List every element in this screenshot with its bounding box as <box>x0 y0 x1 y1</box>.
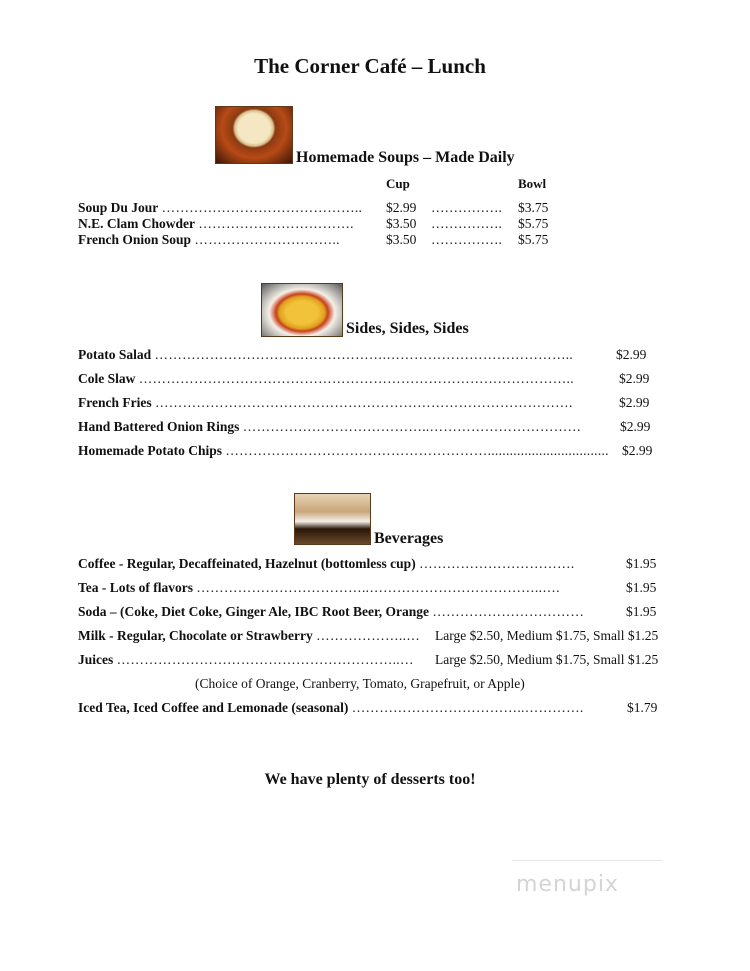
soup-name: N.E. Clam Chowder <box>78 216 195 231</box>
side-row <box>78 371 574 387</box>
soup-bowl-price: $3.75 <box>518 200 549 215</box>
side-name: Hand Battered Onion Rings <box>78 419 240 434</box>
leader-dots: ……………………………………………………..… <box>116 652 414 667</box>
side-price: $2.99 <box>619 371 650 386</box>
leader-dots: ……………………………. <box>198 216 354 231</box>
beverage-row <box>78 652 414 668</box>
beverage-name: Soda – (Coke, Diet Coke, Ginger Ale, IBC Root Beer, Orange <box>78 604 429 619</box>
beverage-row <box>78 556 575 572</box>
soup-name: French Onion Soup <box>78 232 192 247</box>
desserts-note: We have plenty of desserts too! <box>264 771 476 788</box>
soup-cup-price: $3.50 <box>386 216 417 231</box>
beverage-price: $1.95 <box>626 580 657 595</box>
side-price: $2.99 <box>619 395 650 410</box>
side-name: French Fries <box>78 395 152 410</box>
soups-col-cup: Cup <box>386 176 410 191</box>
soup-row <box>78 232 340 248</box>
soup-name: Soup Du Jour <box>78 200 159 215</box>
leader-dots: …………………………………….. <box>161 200 363 215</box>
beverage-name: Iced Tea, Iced Coffee and Lemonade (seasonal) <box>78 700 349 715</box>
side-row <box>78 347 573 363</box>
side-row <box>78 443 609 459</box>
soup-cup-price: $2.99 <box>386 200 417 215</box>
leader-dots: ………………………….. <box>194 232 340 247</box>
leader-dots: ………………………………..…………. <box>351 700 584 715</box>
leader-dots: ………………………………..………………………………..…. <box>196 580 560 595</box>
beverage-row <box>78 700 584 716</box>
soup-cup-price: $3.50 <box>386 232 417 247</box>
beverage-price: Large $2.50, Medium $1.75, Small $1.25 <box>435 652 659 667</box>
beverage-row <box>78 604 584 620</box>
leader-dots: ………………………………………………………………………………. <box>154 395 573 410</box>
beverage-row <box>78 580 560 596</box>
leader-dots: …………………………… <box>432 604 585 619</box>
beverages-heading: Beverages <box>374 530 444 547</box>
side-price: $2.99 <box>620 419 651 434</box>
beverage-name: Juices <box>78 652 114 667</box>
side-price: $2.99 <box>616 347 647 362</box>
menupix-watermark: menupix <box>516 872 619 897</box>
leader-dots: ………………..… <box>316 628 421 643</box>
soups-col-bowl: Bowl <box>518 176 547 191</box>
soup-row <box>78 200 362 216</box>
soup-bowl-price: $5.75 <box>518 216 549 231</box>
leader-dots: ……………. <box>431 216 502 231</box>
beverage-name: Coffee - Regular, Decaffeinated, Hazelnut (bottomless cup) <box>78 556 416 571</box>
side-row <box>78 419 581 435</box>
leader-dots: ……………. <box>431 200 502 215</box>
leader-dots: ………………………………………………………………………………….. <box>138 371 574 386</box>
side-name: Cole Slaw <box>78 371 136 386</box>
leader-dots: …………………………………………………................................. <box>225 443 609 458</box>
side-row <box>78 395 573 411</box>
watermark-divider <box>512 860 662 861</box>
soups-heading: Homemade Soups – Made Daily <box>296 149 515 166</box>
side-name: Potato Salad <box>78 347 152 362</box>
side-name: Homemade Potato Chips <box>78 443 222 458</box>
leader-dots: ……………………………. <box>419 556 575 571</box>
beverage-price: $1.95 <box>626 556 657 571</box>
fries-photo <box>261 283 343 337</box>
sides-heading: Sides, Sides, Sides <box>346 320 469 337</box>
soup-bowl-price: $5.75 <box>518 232 549 247</box>
juice-choice-note: (Choice of Orange, Cranberry, Tomato, Grapefruit, or Apple) <box>195 676 525 691</box>
leader-dots: ……………. <box>431 232 502 247</box>
beverage-name: Milk - Regular, Chocolate or Strawberry <box>78 628 313 643</box>
beverage-row <box>78 628 420 644</box>
beverage-name: Tea - Lots of flavors <box>78 580 193 595</box>
beverage-price: $1.95 <box>626 604 657 619</box>
beverage-price: Large $2.50, Medium $1.75, Small $1.25 <box>435 628 659 643</box>
beverage-price: $1.79 <box>627 700 658 715</box>
soup-row <box>78 216 354 232</box>
soup-bowl-photo <box>215 106 293 164</box>
leader-dots: …………………………..……………….………………………………….. <box>154 347 574 362</box>
coffee-cups-photo <box>294 493 371 545</box>
side-price: $2.99 <box>622 443 653 458</box>
menu-title: The Corner Café – Lunch <box>254 54 486 78</box>
leader-dots: …………………………………..…………………………… <box>242 419 582 434</box>
